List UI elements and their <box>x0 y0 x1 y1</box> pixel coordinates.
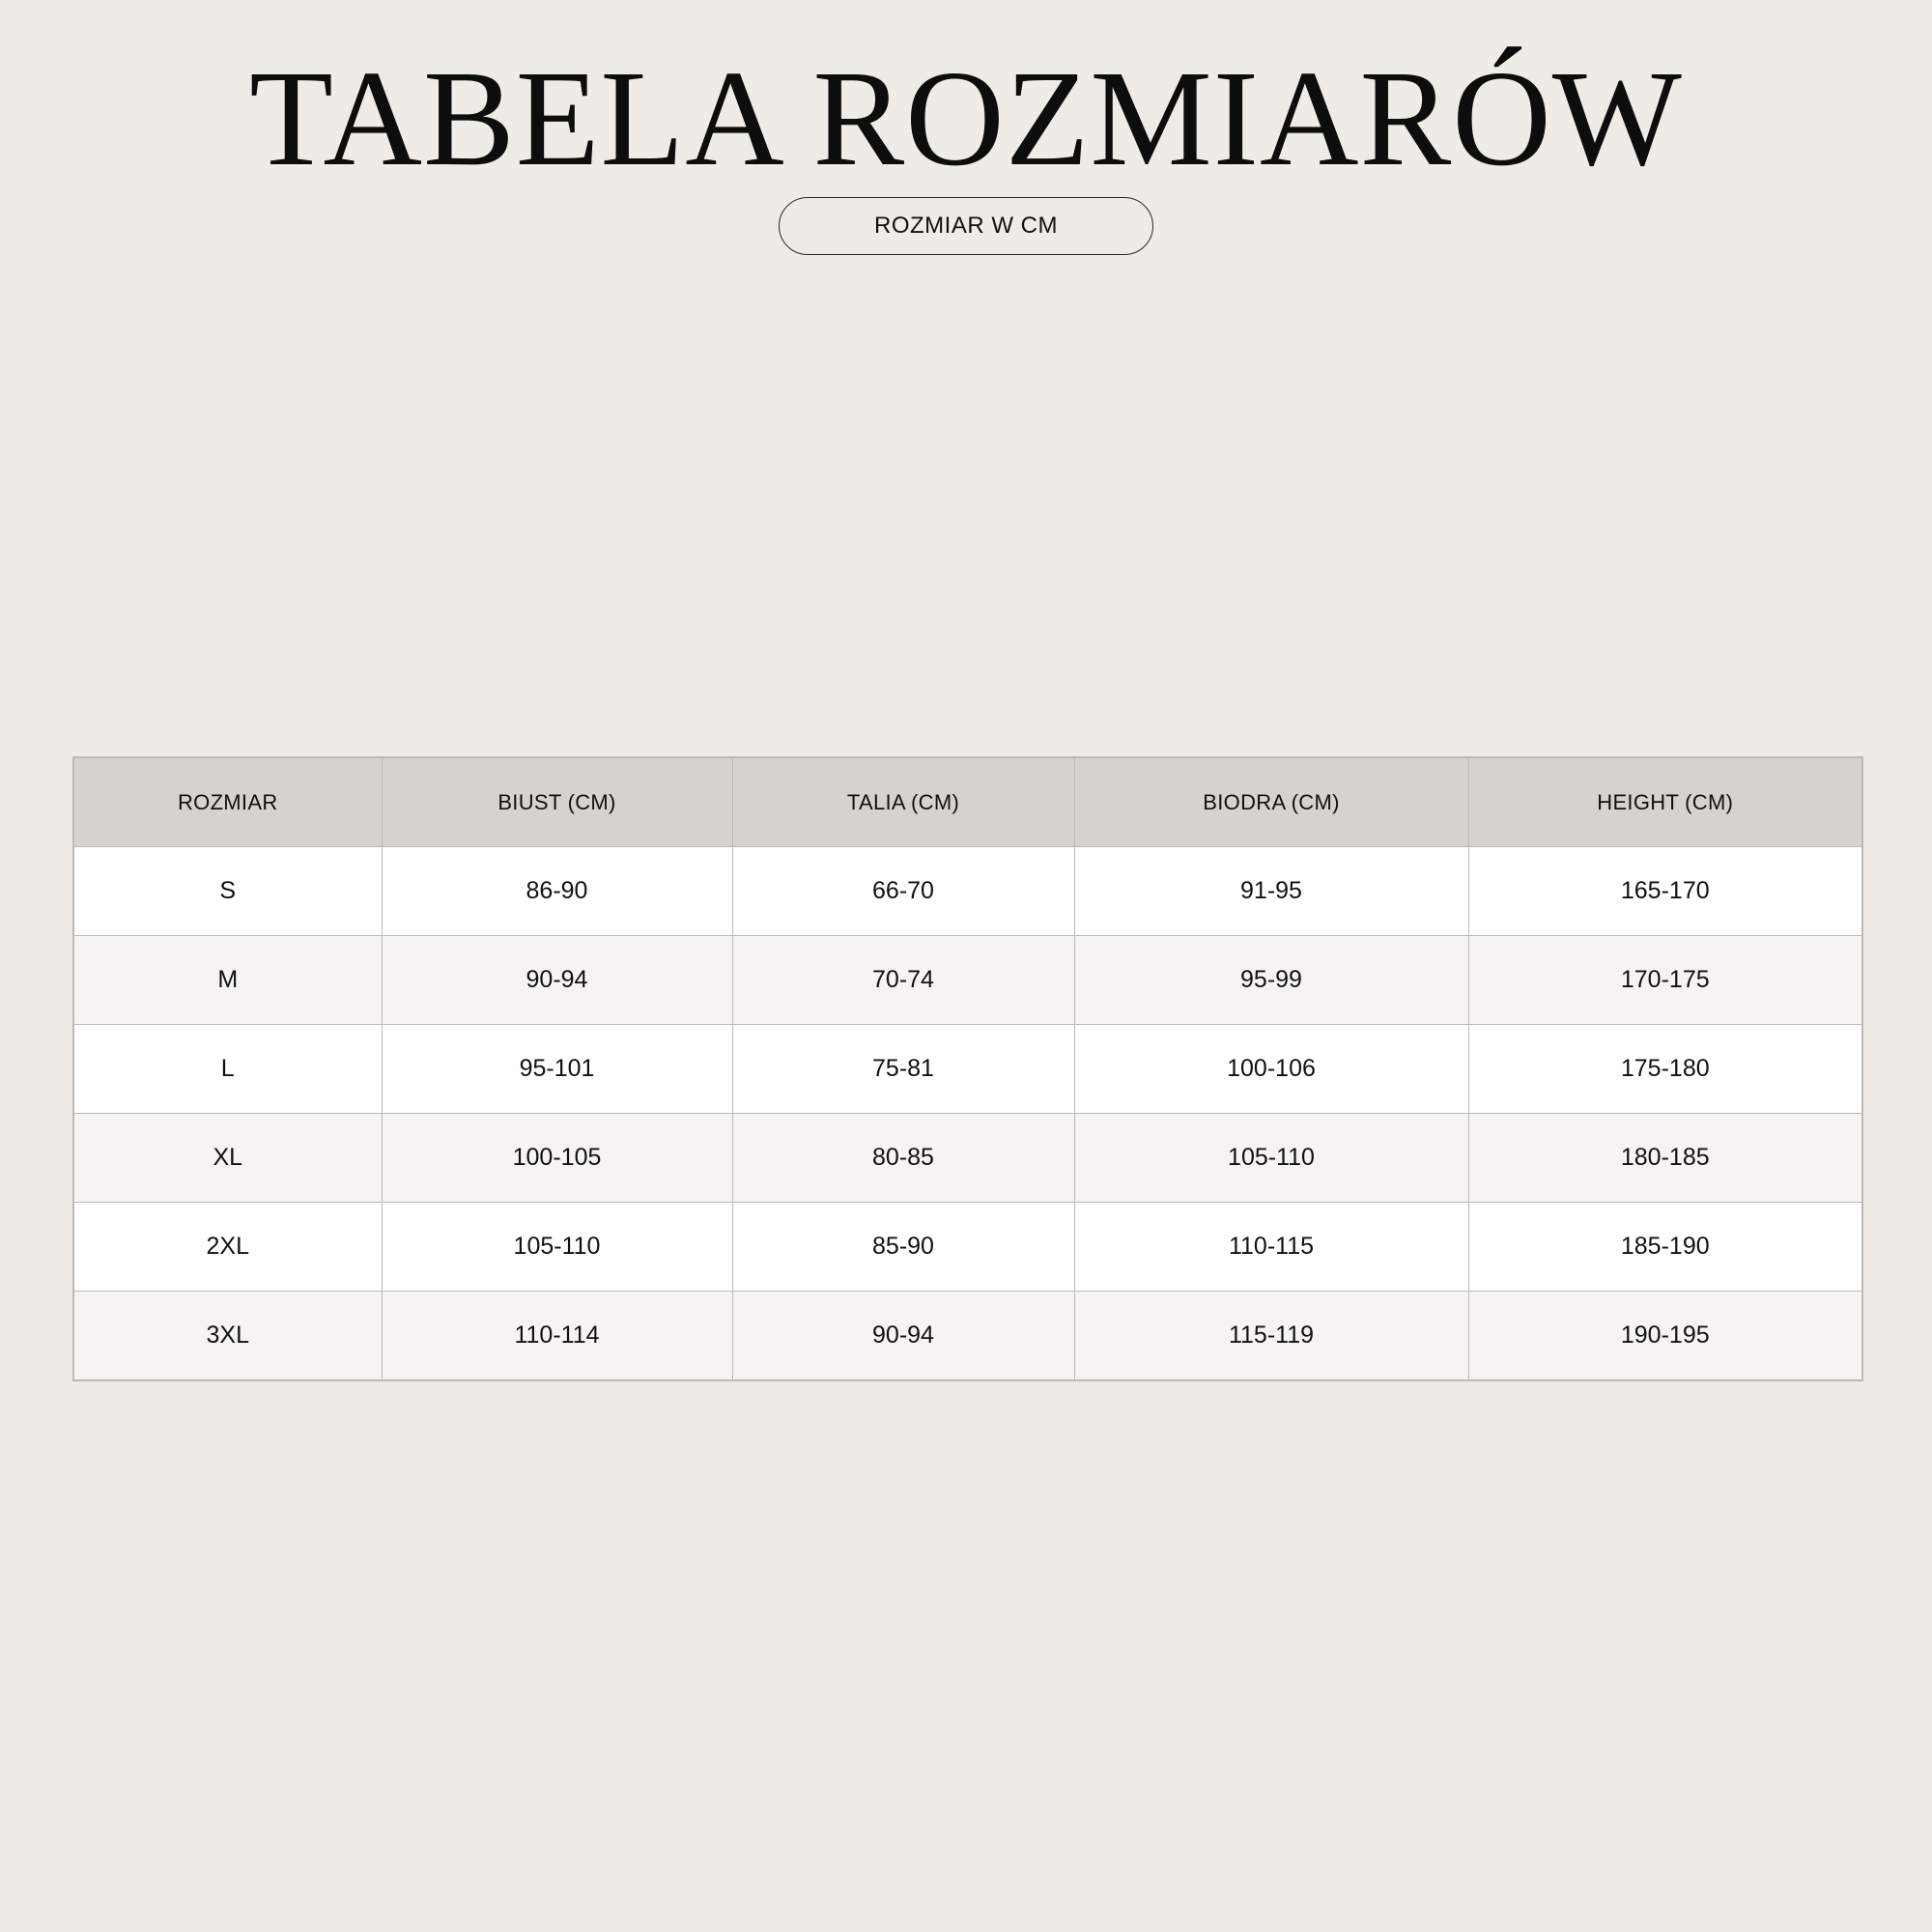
table-row <box>73 1114 1862 1203</box>
size-table <box>72 756 1863 1381</box>
table-cell: 110-115 <box>1074 1203 1468 1292</box>
table-row <box>73 1203 1862 1292</box>
header-size: ROZMIAR <box>73 757 382 847</box>
table-cell: 180-185 <box>1468 1114 1862 1203</box>
table-cell: L <box>73 1025 382 1114</box>
table-cell: 165-170 <box>1468 847 1862 936</box>
table-row <box>73 1292 1862 1381</box>
table-cell: 190-195 <box>1468 1292 1862 1381</box>
table-cell: XL <box>73 1114 382 1203</box>
table-cell: 105-110 <box>1074 1114 1468 1203</box>
table-cell: 170-175 <box>1468 936 1862 1025</box>
table-cell: 95-99 <box>1074 936 1468 1025</box>
unit-label-pill <box>779 197 1153 255</box>
table-cell: 85-90 <box>732 1203 1074 1292</box>
table-cell: 86-90 <box>382 847 732 936</box>
table-row <box>73 936 1862 1025</box>
table-cell: 80-85 <box>732 1114 1074 1203</box>
unit-label-text: ROZMIAR W CM <box>874 213 1058 239</box>
table-cell: 185-190 <box>1468 1203 1862 1292</box>
table-cell: 100-106 <box>1074 1025 1468 1114</box>
table-cell: 95-101 <box>382 1025 732 1114</box>
table-cell: 3XL <box>73 1292 382 1381</box>
table-cell: 175-180 <box>1468 1025 1862 1114</box>
table-cell: 110-114 <box>382 1292 732 1381</box>
table-cell: 100-105 <box>382 1114 732 1203</box>
header-waist: TALIA (CM) <box>732 757 1074 847</box>
table-cell: 91-95 <box>1074 847 1468 936</box>
table-cell: 90-94 <box>382 936 732 1025</box>
table-cell: M <box>73 936 382 1025</box>
header-height: HEIGHT (CM) <box>1468 757 1862 847</box>
page-title: TABELA ROZMIARÓW <box>249 42 1683 194</box>
table-cell: 105-110 <box>382 1203 732 1292</box>
header-bust: BIUST (CM) <box>382 757 732 847</box>
table-row <box>73 847 1862 936</box>
header-hips: BIODRA (CM) <box>1074 757 1468 847</box>
table-header-row <box>73 757 1862 847</box>
table-cell: 2XL <box>73 1203 382 1292</box>
table-cell: S <box>73 847 382 936</box>
table-cell: 66-70 <box>732 847 1074 936</box>
table-cell: 70-74 <box>732 936 1074 1025</box>
table-cell: 75-81 <box>732 1025 1074 1114</box>
table-row <box>73 1025 1862 1114</box>
table-cell: 90-94 <box>732 1292 1074 1381</box>
table-cell: 115-119 <box>1074 1292 1468 1381</box>
